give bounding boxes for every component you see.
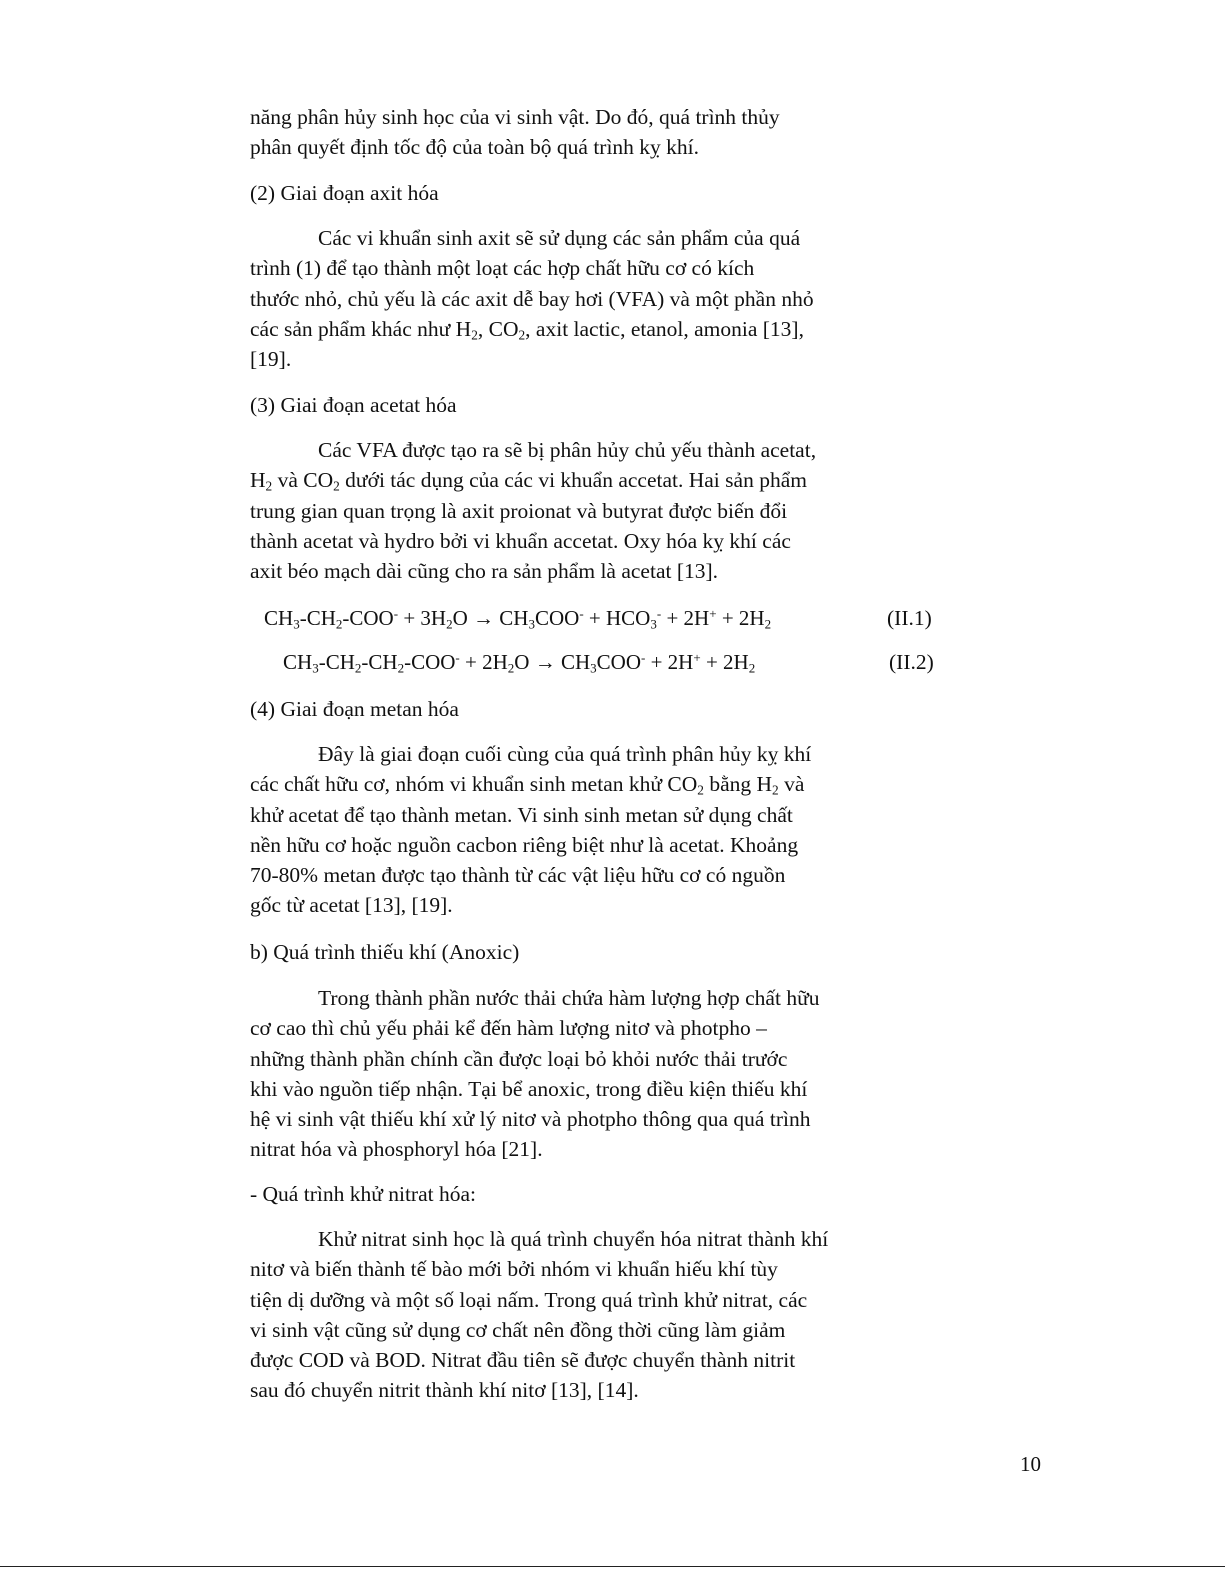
paragraph-anoxic	[250, 983, 905, 1165]
text-line: các sản phẩm khác như $H_2$, $CO_2$, axit lactic, etanol, amonia [13],	[250, 316, 804, 343]
intro-paragraph	[250, 102, 905, 163]
text-line: các chất hữu cơ, nhóm vi khuẩn sinh metan khử $CO_2$ bằng $H_2$ và	[250, 772, 805, 799]
text-line: phân quyết định tốc độ của toàn bộ quá trình kỵ khí.	[250, 135, 700, 160]
text-line: Các vi khuẩn sinh axit sẽ sử dụng các sản phẩm của quá	[318, 226, 801, 250]
text-line: trung gian quan trọng là axit proionat và butyrat được biến đổi	[250, 498, 788, 523]
text-line: thước nhỏ, chủ yếu là các axit dễ bay hơi (VFA) và một phần nhỏ	[250, 286, 814, 311]
paragraph-acetate	[250, 435, 905, 586]
heading-denitrification: - Quá trình khử nitrat hóa:	[250, 1182, 477, 1206]
text-line: tiện dị dưỡng và một số loại nấm. Trong quá trình khử nitrat, các	[250, 1287, 808, 1312]
equation-ii-2: $CH_3-CH_2-CH_2-COO^- + 2H_2O \to CH_3COO^- + 2H^+ + 2H_2$	[283, 649, 756, 676]
text-line: vi sinh vật cũng sử dụng cơ chất nên đồng thời cũng làm giảm	[250, 1317, 786, 1342]
text-line: thành acetat và hydro bởi vi khuẩn accetat. Oxy hóa kỵ khí các	[250, 528, 791, 553]
text-line: khi vào nguồn tiếp nhận. Tại bể anoxic, trong điều kiện thiếu khí	[250, 1076, 808, 1101]
text-line: những thành phần chính cần được loại bỏ khỏi nước thải trước	[250, 1046, 788, 1071]
equation-ii-1: $CH_3-CH_2-COO^- + 3H_2O \to CH_3COO^- + HCO_3^- + 2H^+ + 2H_2$	[264, 605, 772, 632]
text-line: [19].	[250, 347, 292, 372]
text-line: nitơ và biến thành tế bào mới bởi nhóm vi khuẩn hiếu khí tùy	[250, 1257, 778, 1282]
text-line: cơ cao thì chủ yếu phải kể đến hàm lượng nitơ và photpho –	[250, 1016, 767, 1041]
text-line: Đây là giai đoạn cuối cùng của quá trình phân hủy kỵ khí	[318, 742, 812, 766]
text-line: Khử nitrat sinh học là quá trình chuyển hóa nitrat thành khí	[318, 1227, 829, 1251]
text-line: năng phân hủy sinh học của vi sinh vật. Do đó, quá trình thủy	[250, 105, 780, 129]
equation-number: (II.1)	[887, 606, 932, 630]
page-number: 10	[1020, 1452, 1041, 1476]
text-line: Trong thành phần nước thải chứa hàm lượng hợp chất hữu	[318, 986, 820, 1010]
heading-acetate: (3) Giai đoạn acetat hóa	[250, 393, 457, 417]
text-line: gốc từ acetat [13], [19].	[250, 893, 453, 918]
heading-methane: (4) Giai đoạn metan hóa	[250, 697, 459, 721]
text-line: được COD và BOD. Nitrat đầu tiên sẽ được chuyển thành nitrit	[250, 1348, 796, 1373]
text-line: nền hữu cơ hoặc nguồn cacbon riêng biệt như là acetat. Khoảng	[250, 832, 799, 857]
text-line: axit béo mạch dài cũng cho ra sản phẩm là acetat [13].	[250, 559, 719, 584]
heading-anoxic: b) Quá trình thiếu khí (Anoxic)	[250, 940, 520, 964]
page-bottom-rule	[0, 1566, 1225, 1567]
text-line: hệ vi sinh vật thiếu khí xử lý nitơ và photpho thông qua quá trình	[250, 1107, 811, 1132]
equation-number: (II.2)	[889, 650, 934, 674]
text-line: sau đó chuyển nitrit thành khí nitơ [13], [14].	[250, 1378, 639, 1403]
paragraph-methane	[250, 739, 905, 921]
heading-acidification: (2) Giai đoạn axit hóa	[250, 181, 439, 205]
paragraph-acidification	[250, 223, 905, 374]
text-line: Các VFA được tạo ra sẽ bị phân hủy chủ yếu thành acetat,	[318, 438, 817, 462]
text-line: nitrat hóa và phosphoryl hóa [21].	[250, 1137, 543, 1162]
paragraph-denitrification	[250, 1224, 905, 1406]
text-line: $H_2$ và $CO_2$ dưới tác dụng của các vi khuẩn accetat. Hai sản phẩm	[250, 468, 807, 495]
text-line: trình (1) để tạo thành một loạt các hợp chất hữu cơ có kích	[250, 256, 755, 281]
text-line: 70-80% metan được tạo thành từ các vật liệu hữu cơ có nguồn	[250, 863, 786, 888]
text-line: khử acetat để tạo thành metan. Vi sinh sinh metan sử dụng chất	[250, 802, 793, 827]
